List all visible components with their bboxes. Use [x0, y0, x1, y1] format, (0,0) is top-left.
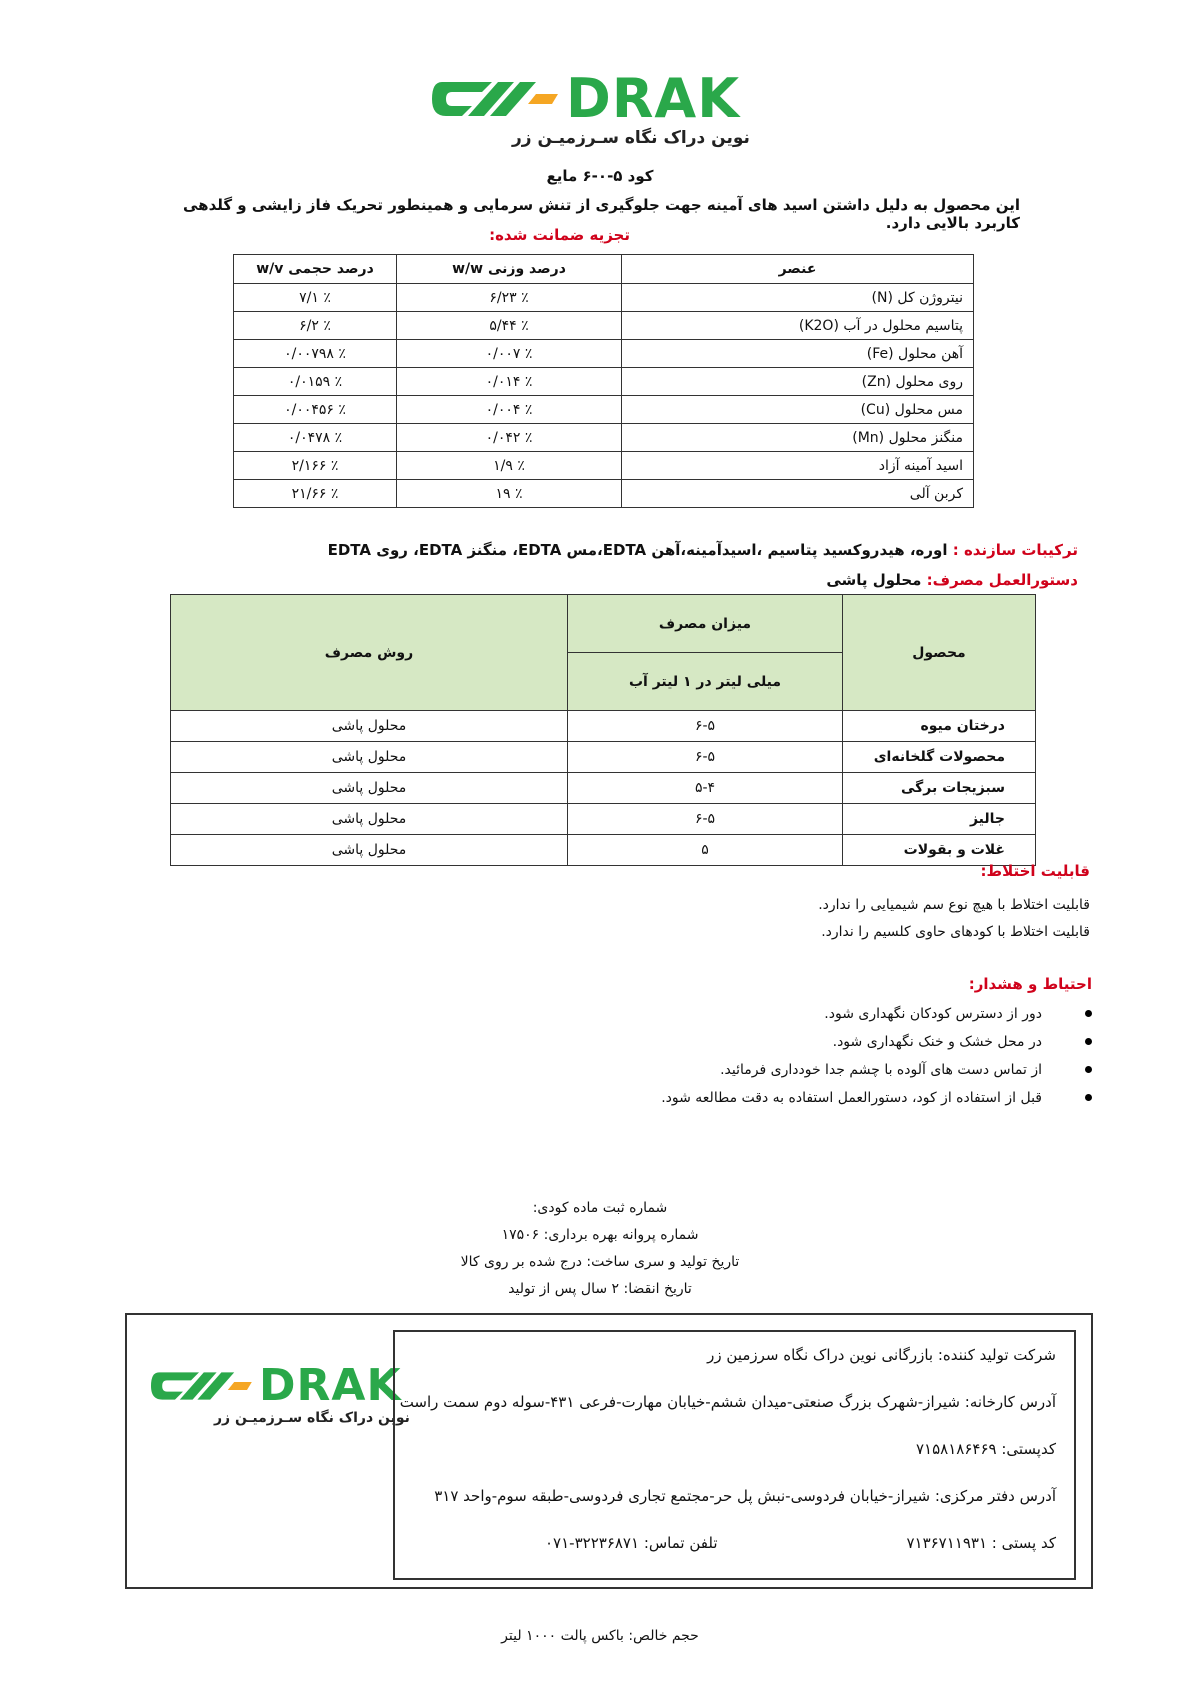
analysis-wv: ٪ ۲/۱۶۶	[234, 452, 397, 480]
logo-mark-icon	[150, 1366, 256, 1406]
dosage-header-amount: میزان مصرف	[568, 595, 843, 653]
analysis-wv: ٪ ۲۱/۶۶	[234, 480, 397, 508]
company-logo	[432, 67, 750, 148]
usage-line	[826, 571, 1078, 589]
logo-mark-icon	[432, 74, 562, 124]
analysis-wv: ٪ ۰/۰۱۵۹	[234, 368, 397, 396]
analysis-header-ww: درصد وزنی w/w	[397, 255, 622, 284]
expiry-date: تاریخ انقضا: ۲ سال پس از تولید	[508, 1281, 692, 1297]
analysis-element: پتاسیم محلول در آب (K2O)	[622, 312, 974, 340]
caution-text: قبل از استفاده از کود، دستورالعمل استفاده به دقت مطالعه شود.	[661, 1090, 1042, 1106]
analysis-ww: ٪ ۵/۴۴	[397, 312, 622, 340]
list-item	[592, 1084, 1092, 1112]
mixing-line: قابلیت اختلاط با کودهای حاوی کلسیم را ندارد.	[821, 924, 1090, 940]
usage-label: دستورالعمل مصرف:	[926, 571, 1078, 589]
table-row	[171, 835, 1036, 866]
caution-text: در محل خشک و خنک نگهداری شود.	[832, 1034, 1042, 1050]
analysis-table	[233, 254, 974, 508]
analysis-element: کربن آلی	[622, 480, 974, 508]
office-address: آدرس دفتر مرکزی: شیراز-خیابان فردوسی-نبش پل حر-مجتمع تجاری فردوسی-طبقه سوم-واحد ۳۱۷	[434, 1487, 1056, 1505]
table-row	[234, 312, 974, 340]
dosage-header-unit: میلی لیتر در ۱ لیتر آب	[568, 653, 843, 711]
dosage-product: درختان میوه	[843, 711, 1036, 742]
usage-value: محلول پاشی	[826, 571, 927, 589]
composition-label: ترکیبات سازنده :	[952, 541, 1078, 559]
dosage-amount: ۶-۵	[568, 804, 843, 835]
table-row	[234, 424, 974, 452]
table-row	[234, 284, 974, 312]
analysis-ww: ٪ ۰/۰۰۷	[397, 340, 622, 368]
bullet-icon	[1085, 1010, 1092, 1017]
analysis-element: مس محلول (Cu)	[622, 396, 974, 424]
analysis-wv: ٪ ۰/۰۰۴۵۶	[234, 396, 397, 424]
analysis-ww: ٪ ۰/۰۱۴	[397, 368, 622, 396]
mixing-title: قابلیت اختلاط:	[980, 862, 1090, 880]
composition-line	[328, 541, 1078, 559]
analysis-wv: ٪ ۰/۰۴۷۸	[234, 424, 397, 452]
analysis-title: تجزیه ضمانت شده:	[489, 226, 630, 244]
analysis-header-row	[234, 255, 974, 284]
dosage-amount: ۵-۴	[568, 773, 843, 804]
table-row	[234, 368, 974, 396]
analysis-wv: ٪ ۶/۲	[234, 312, 397, 340]
composition-value: اوره، هیدروکسید پتاسیم ،اسیدآمینه،آهن EDTA،مس EDTA، منگنز EDTA، روی EDTA	[327, 541, 953, 559]
table-row	[171, 773, 1036, 804]
analysis-element: نیتروژن کل (N)	[622, 284, 974, 312]
table-row	[234, 340, 974, 368]
factory-postcode: کدپستی: ۷۱۵۸۱۸۶۴۶۹	[916, 1440, 1056, 1458]
production-date: تاریخ تولید و سری ساخت: درج شده بر روی کالا	[460, 1254, 740, 1270]
analysis-wv: ٪ ۷/۱	[234, 284, 397, 312]
dosage-product: غلات و بقولات	[843, 835, 1036, 866]
dosage-method: محلول پاشی	[171, 804, 568, 835]
caution-text: از تماس دست های آلوده با چشم جدا خودداری فرمائید.	[720, 1062, 1042, 1078]
mixing-lines	[818, 892, 1090, 946]
logo-subtitle: نوین دراک نگاه سـرزمیـن زر	[512, 128, 750, 148]
table-row	[171, 742, 1036, 773]
dosage-method: محلول پاشی	[171, 835, 568, 866]
table-row	[234, 480, 974, 508]
dosage-product: جالیز	[843, 804, 1036, 835]
bullet-icon	[1085, 1094, 1092, 1101]
analysis-element: روی محلول (Zn)	[622, 368, 974, 396]
table-row	[234, 452, 974, 480]
dosage-method: محلول پاشی	[171, 711, 568, 742]
dosage-header-method: روش مصرف	[171, 595, 568, 711]
dosage-amount: ۵	[568, 835, 843, 866]
logo-wordmark: DRAK	[259, 1360, 402, 1411]
factory-address: آدرس کارخانه: شیراز-شهرک بزرگ صنعتی-میدان ششم-خیابان مهارت-فرعی ۴۳۱-سوله دوم سمت راست	[399, 1393, 1056, 1411]
registration-number: شماره ثبت ماده کودی:	[532, 1200, 668, 1216]
caution-list	[592, 1000, 1092, 1112]
license-number: شماره پروانه بهره برداری: ۱۷۵۰۶	[501, 1227, 699, 1243]
company-address-box	[393, 1330, 1076, 1580]
analysis-ww: ٪ ۱/۹	[397, 452, 622, 480]
analysis-element: اسید آمینه آزاد	[622, 452, 974, 480]
caution-text: دور از دسترس کودکان نگهداری شود.	[824, 1006, 1042, 1022]
dosage-amount: ۶-۵	[568, 711, 843, 742]
analysis-wv: ٪ ۰/۰۰۷۹۸	[234, 340, 397, 368]
dosage-amount: ۶-۵	[568, 742, 843, 773]
bullet-icon	[1085, 1038, 1092, 1045]
table-row	[171, 804, 1036, 835]
dosage-product: محصولات گلخانه‌ای	[843, 742, 1036, 773]
list-item	[592, 1028, 1092, 1056]
analysis-header-wv: درصد حجمی w/v	[234, 255, 397, 284]
caution-title: احتیاط و هشدار:	[968, 975, 1092, 993]
table-row	[171, 711, 1036, 742]
logo-wordmark: DRAK	[566, 67, 741, 130]
dosage-method: محلول پاشی	[171, 742, 568, 773]
mixing-line: قابلیت اختلاط با هیچ نوع سم شیمیایی را ندارد.	[818, 897, 1090, 913]
dosage-product: سبزیجات برگی	[843, 773, 1036, 804]
analysis-header-element: عنصر	[622, 255, 974, 284]
analysis-ww: ٪ ۱۹	[397, 480, 622, 508]
analysis-ww: ٪ ۶/۲۳	[397, 284, 622, 312]
list-item	[592, 1056, 1092, 1084]
list-item	[592, 1000, 1092, 1028]
analysis-element: آهن محلول (Fe)	[622, 340, 974, 368]
footer-logo	[150, 1360, 410, 1426]
analysis-ww: ٪ ۰/۰۰۴	[397, 396, 622, 424]
logo-subtitle: نوین دراک نگاه سـرزمیـن زر	[214, 1410, 410, 1426]
dosage-method: محلول پاشی	[171, 773, 568, 804]
registration-block	[0, 1195, 1200, 1303]
office-postcode: کد پستی : ۷۱۳۶۷۱۱۹۳۱	[906, 1534, 1056, 1552]
analysis-element: منگنز محلول (Mn)	[622, 424, 974, 452]
bullet-icon	[1085, 1066, 1092, 1073]
net-volume: حجم خالص: باکس پالت ۱۰۰۰ لیتر	[501, 1628, 699, 1644]
product-intro: این محصول به دلیل داشتن اسید های آمینه جهت جلوگیری از تنش سرمایی و همینطور تحریک فاز زایشی و گلدهی کاربرد بالایی دارد.	[183, 196, 1020, 232]
product-code: کود ۵-۰-۶ مایع	[546, 167, 654, 185]
dosage-header-product: محصول	[843, 595, 1036, 711]
table-row	[234, 396, 974, 424]
dosage-table	[170, 594, 1036, 866]
producer-name: شرکت تولید کننده: بازرگانی نوین دراک نگاه سرزمین زر	[707, 1346, 1056, 1364]
phone-number: تلفن تماس: ۳۲۲۳۶۸۷۱-۰۷۱	[545, 1534, 718, 1552]
analysis-ww: ٪ ۰/۰۴۲	[397, 424, 622, 452]
